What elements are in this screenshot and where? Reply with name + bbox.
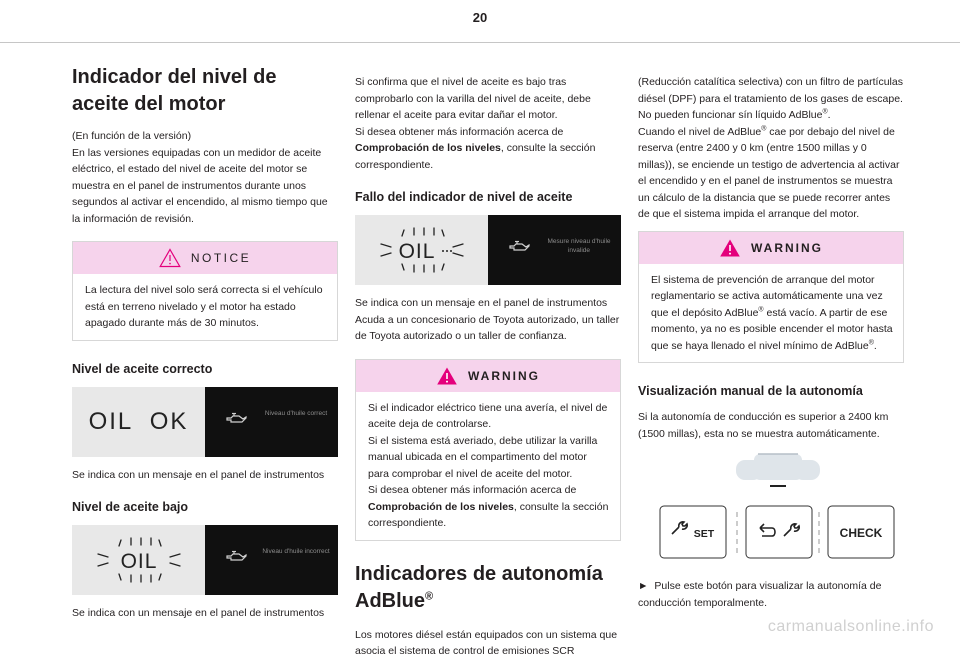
warning-text: El sistema de prevención de arranque del motor reglamentario se activa automáticamente una vez que el depósito AdBlue® está vacío. A partir de ese momento, ya no es posible encender el motor hasta que se haya llenado el nivel mínimo de AdBlue®. [651,273,893,352]
oil-level-title: Indicador del nivel de aceite del motor [72,66,277,115]
check-button-illustration [646,442,896,568]
check-button[interactable] [828,506,894,558]
oil-fault-illustration [355,215,621,285]
manual-instruction: ► Pulse este botón para visualizar la autonomía de conducción temporalmente. [638,580,882,609]
oil-fault-display [355,215,488,285]
watermark: carmanualsonline.info [767,618,934,635]
warning-line-2: Si el sistema está averiado, debe utilizar la varilla manual ubicada en el compartimento del motor para comprobar el nivel de aceite del motor. [368,434,598,480]
warning-label: WARNING [468,368,540,383]
oil-can-icon [508,240,530,254]
notice-text: La lectura del nivel solo será correcta si el vehículo está en terreno nivelado y el motor ha estado apagado durante más de 30 minutos. [85,284,323,329]
warning-line-3: Si desea obtener más información acerca de Comprobación de los niveles, consulte la sección correspondiente. [368,484,609,529]
oil-ok-dashboard [205,387,338,457]
oil-fault-heading: Fallo del indicador de nivel de aceite [355,190,573,204]
manual-range-text: Si la autonomía de conducción es superior a 2400 km (1500 millas), esta no se muestra automáticamente. [638,411,889,440]
oil-intro-version: (En función de la versión) [72,130,192,142]
warning-box-adblue [638,231,904,364]
oil-fault-caption: Se indica con un mensaje en el panel de instrumentos Acuda a un concesionario de Toyota autorizado, un taller de Toyota autorizado o un taller de confianza. [355,297,620,342]
oil-ok-dashboard-text: Niveau d'huile correct [264,409,328,417]
warning-box-oil [355,359,621,541]
warning-label: WARNING [751,240,823,255]
oil-low-heading: Nivel de aceite bajo [72,500,189,514]
oil-low-display [72,525,205,595]
oil-intro-text: En las versiones equipadas con un medidor de aceite eléctrico, el estado del nivel de aceite del motor se muestra en el panel de instrumentos durante unos segundos al activar el encendido, al mismo tiempo que la información de revisión. [72,146,328,225]
steering-control-icon [736,454,820,486]
oil-low-display-text: OIL [120,550,157,573]
notice-box [72,241,338,341]
oil-fault-display-text: OIL [398,240,435,263]
adblue-para-1: (Reducción catalítica selectiva) con un filtro de partículas diésel (DPF) para el tratamiento de los gases de escape. No pueden funcionar sín líquido AdBlue®. [638,76,903,121]
column-2 [355,74,621,660]
oil-ok-display-text: OIL OK [88,407,189,435]
oil-low-caption: Se indica con un mensaje en el panel de instrumentos [72,607,325,619]
column-1 [72,64,338,622]
oil-refill-text: Si confirma que el nivel de aceite es bajo tras comprobarlo con la varilla del nivel de aceite, debe rellenar el aceite para evitar dañar el motor. [355,76,591,121]
manual-range-heading: Visualización manual de la autonomía [638,384,863,398]
oil-ok-caption: Se indica con un mensaje en el panel de instrumentos [72,468,325,481]
header-divider [0,42,960,43]
oil-ok-display [72,387,205,457]
oil-fault-dashboard [488,215,621,285]
page-number: 20 [472,10,488,25]
warning-header [639,232,903,264]
oil-low-dashboard-text: Niveau d'huile incorrect [262,548,330,555]
warning-triangle-icon [719,238,741,258]
oil-more-info-link: Comprobación de los niveles [355,142,501,154]
oil-can-icon [225,550,247,564]
notice-triangle-icon [159,248,181,268]
set-button[interactable] [660,506,726,558]
warning-text [356,392,620,540]
warning-triangle-icon [436,366,458,386]
oil-ok-illustration [72,387,338,457]
oil-correct-heading: Nivel de aceite correcto [72,361,213,376]
column-3 [638,74,904,611]
oil-fault-dashboard-text: Mesure niveau d'huile invalide [547,238,611,254]
oil-fault-icon [367,222,477,278]
warning-more-link: Comprobación de los niveles [368,500,514,513]
warning-line-1: Si el indicador eléctrico tiene una avería, el nivel de aceite deja de controlarse. [368,401,608,430]
check-button-label: CHECK [839,526,883,540]
oil-flashing-icon [84,532,194,588]
bullet-arrow-icon: ► [638,580,649,592]
oil-can-icon [225,412,247,426]
notice-header [73,242,337,274]
warning-header [356,360,620,392]
back-settings-button[interactable] [746,506,812,558]
adblue-para-2: Cuando el nivel de AdBlue® cae por debajo del nivel de reserva (entre 2400 y 0 km (entre 1500 millas y 0 millas)), se enciende un testigo de advertencia al activar el encendido y en el panel de instrumentos se muestra un cálculo de la distancia que se puede recorrer antes de que el sistema impida el arranque del motor. [638,125,900,220]
oil-more-info: Si desea obtener más información acerca de Comprobación de los niveles, consulte la sección correspondiente. [355,125,596,171]
oil-low-illustration [72,525,338,595]
notice-label: NOTICE [190,251,252,265]
oil-low-dashboard [205,525,338,595]
adblue-title: Indicadores de autonomía AdBlue® [355,562,603,612]
adblue-intro: Los motores diésel están equipados con un sistema que asocia el sistema de control de emisiones SCR [355,628,618,657]
set-button-label: SET [693,528,715,540]
